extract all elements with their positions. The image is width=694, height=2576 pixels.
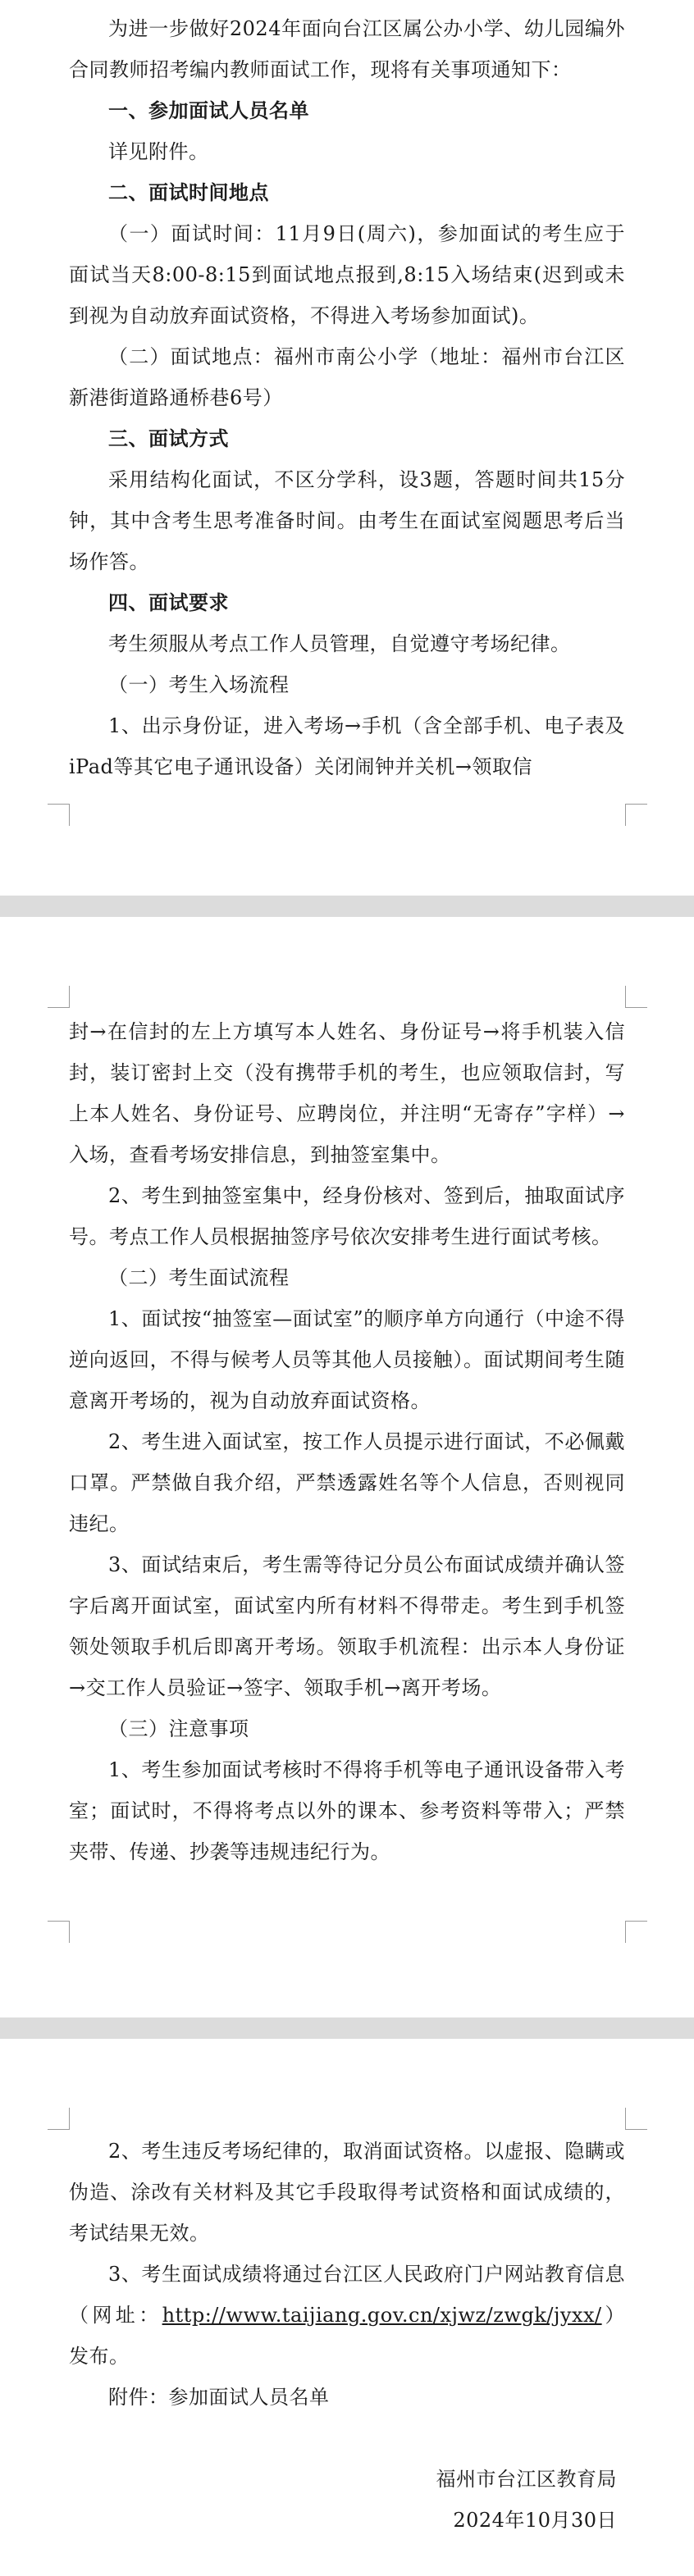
participants-paragraph: 详见附件。 <box>108 140 209 163</box>
section-heading-method: 三、面试方式 <box>108 426 229 450</box>
entry-process-step-1: 1、出示身份证，进入考场→手机（含全部手机、电子表及iPad等其它电子通讯设备）关闭闹钟并关机→领取信 <box>69 714 625 778</box>
interview-process-step-1: 1、面试按“抽签室—面试室”的顺序单方向通行（中途不得逆向返回，不得与候考人员等其他人员接触）。面试期间考生随意离开考场的，视为自动放弃面试资格。 <box>69 1307 625 1412</box>
notes-title: （三）注意事项 <box>108 1717 249 1740</box>
section-heading-requirements: 四、面试要求 <box>108 590 229 614</box>
entry-process-title: （一）考生入场流程 <box>108 673 290 696</box>
issue-date: 2024年10月30日 <box>453 2509 617 2532</box>
interview-process-step-2: 2、考生进入面试室，按工作人员提示进行面试，不必佩戴口罩。严禁做自我介绍，严禁透露姓名等个人信息，否则视同违纪。 <box>69 1430 625 1535</box>
crop-mark <box>48 2108 70 2130</box>
attachment-line: 附件：参加面试人员名单 <box>108 2386 330 2409</box>
section-heading-time-place: 二、面试时间地点 <box>108 180 269 204</box>
notes-item-3 <box>69 2254 625 2377</box>
interview-place-paragraph: （二）面试地点：福州市南公小学（地址：福州市台江区新港街道路通桥巷6号） <box>69 345 625 409</box>
section-heading-participants: 一、参加面试人员名单 <box>108 98 309 122</box>
crop-mark <box>625 1921 647 1943</box>
entry-process-step-2: 2、考生到抽签室集中，经身份核对、签到后，抽取面试序号。考点工作人员根据抽签序号依次安排考生进行面试考核。 <box>69 1184 625 1248</box>
page-gap <box>0 2017 694 2039</box>
crop-mark <box>625 2108 647 2130</box>
issuer-name: 福州市台江区教育局 <box>436 2468 617 2491</box>
notes-item-1: 1、考生参加面试考核时不得将手机等电子通讯设备带入考室；面试时，不得将考点以外的课本、参考资料等带入；严禁夹带、传递、抄袭等违规违纪行为。 <box>69 1758 625 1863</box>
document-page-1 <box>0 0 694 896</box>
page-2-content <box>69 1011 625 1872</box>
crop-mark <box>48 804 70 826</box>
crop-mark <box>625 804 647 826</box>
interview-method-paragraph: 采用结构化面试，不区分学科，设3题，答题时间共15分钟，其中含考生思考准备时间。由考生在面试室阅题思考后当场作答。 <box>69 468 625 573</box>
interview-time-paragraph: （一）面试时间：11月9日(周六)，参加面试的考生应于面试当天8:00-8:15到面试地点报到,8:15入场结束(迟到或未到视为自动放弃面试资格，不得进入考场参加面试)。 <box>69 222 625 327</box>
interview-process-title: （二）考生面试流程 <box>108 1266 290 1289</box>
page-3-content <box>69 2131 625 2541</box>
notes-item-3-text: 3、考生面试成绩将通过台江区人民政府门户网站教育信息（网址： <box>69 2263 625 2327</box>
page-1-content <box>69 8 625 787</box>
interview-process-step-3: 3、面试结束后，考生需等待记分员公布面试成绩并确认签字后离开面试室，面试室内所有材料不得带走。考生到手机签领处领取手机后即离开考场。领取手机流程：出示本人身份证→交工作人员验证→签字、领取手机→离开考场。 <box>69 1553 625 1699</box>
crop-mark <box>625 986 647 1008</box>
document-page-3 <box>0 2039 694 2576</box>
education-info-link[interactable]: http://www.taijiang.gov.cn/xjwz/zwgk/jyxx/ <box>162 2304 602 2327</box>
requirements-paragraph: 考生须服从考点工作人员管理，自觉遵守考场纪律。 <box>108 632 571 655</box>
page-gap <box>0 896 694 917</box>
notes-item-2: 2、考生违反考场纪律的，取消面试资格。以虚报、隐瞒或伪造、涂改有关材料及其它手段取得考试资格和面试成绩的，考试结果无效。 <box>69 2140 625 2245</box>
notes-item-3-suffix: ）发布。 <box>69 2304 626 2368</box>
entry-process-step-1-continued: 封→在信封的左上方填写本人姓名、身份证号→将手机装入信封，装订密封上交（没有携带手机的考生，也应领取信封，写上本人姓名、身份证号、应聘岗位，并注明“无寄存”字样）→入场，查看考场安排信息，到抽签室集中。 <box>69 1020 625 1166</box>
crop-mark <box>48 1921 70 1943</box>
crop-mark <box>48 986 70 1008</box>
document-page-2 <box>0 917 694 2017</box>
intro-paragraph: 为进一步做好2024年面向台江区属公办小学、幼儿园编外合同教师招考编内教师面试工作，现将有关事项通知下： <box>69 17 625 81</box>
